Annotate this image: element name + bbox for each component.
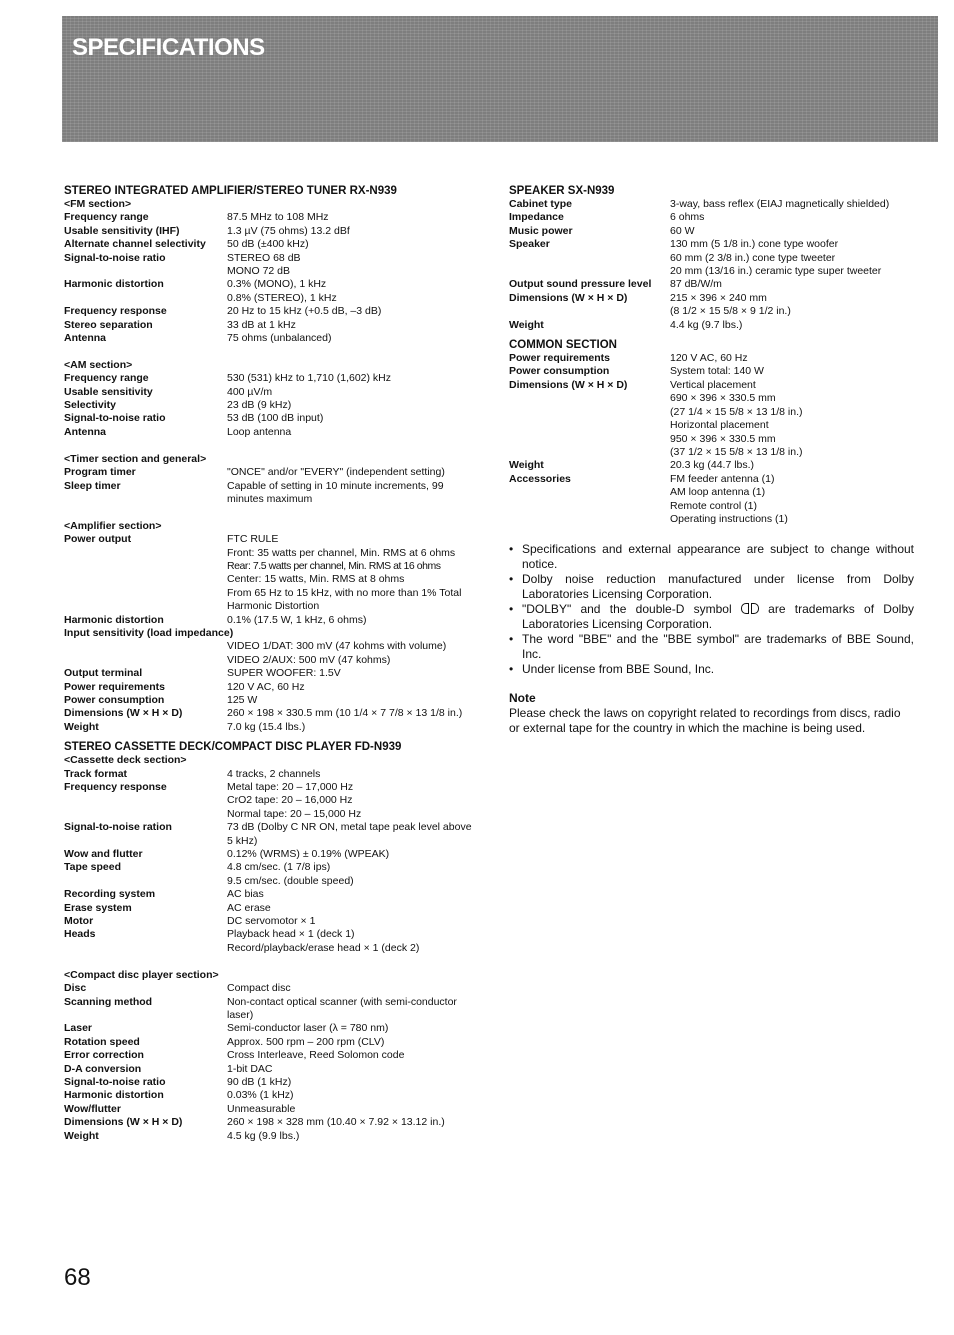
spec-row: [64, 1049, 474, 1062]
spec-values: [227, 1103, 474, 1116]
spec-label: Alternate channel selectivity: [64, 238, 206, 251]
common-spec-list: [509, 352, 914, 526]
spec-values: [670, 225, 914, 238]
speaker-section-title: SPEAKER SX-N939: [509, 185, 615, 197]
spec-values: [227, 332, 474, 345]
page-number: 68: [64, 1264, 91, 1291]
spec-values: [670, 473, 914, 527]
spec-value: AC erase: [227, 901, 271, 914]
spec-label: Disc: [64, 982, 87, 995]
spec-row: [64, 225, 474, 238]
spec-value: 87.5 MHz to 108 MHz: [227, 211, 329, 224]
spec-values: [227, 861, 474, 888]
spec-value: 6 ohms: [670, 211, 705, 224]
spec-label: Selectivity: [64, 399, 116, 412]
spec-values: [227, 694, 474, 707]
notice-item: • Under license from BBE Sound, Inc.: [509, 662, 715, 677]
spec-value: 1-bit DAC: [227, 1062, 273, 1075]
spec-values: [227, 996, 474, 1023]
spec-value: 0.3% (MONO), 1 kHz: [227, 278, 327, 291]
spec-values: [227, 848, 474, 861]
spec-label: Impedance: [509, 211, 564, 224]
spec-label: Weight: [509, 318, 544, 331]
spec-label: Recording system: [64, 888, 156, 901]
spec-value: 530 (531) kHz to 1,710 (1,602) kHz: [227, 372, 392, 385]
spec-values: [670, 292, 914, 319]
spec-row-harmonic-distortion: [64, 614, 474, 627]
spec-label: Power consumption: [64, 693, 165, 706]
spec-row: [509, 473, 914, 527]
spec-label: Speaker: [509, 238, 550, 251]
spec-values: [227, 1049, 474, 1062]
spec-label: Weight: [64, 1129, 99, 1142]
fm-heading: <FM section>: [64, 198, 132, 210]
spec-label: Wow and flutter: [64, 848, 143, 861]
spec-value: Rear: 7.5 watts per channel, Min. RMS at 16 ohms: [227, 559, 441, 572]
spec-label: Frequency range: [64, 372, 149, 385]
spec-label: Power requirements: [64, 680, 165, 693]
spec-row: [64, 1022, 474, 1035]
spec-values: [227, 721, 474, 734]
spec-values: [227, 768, 474, 781]
spec-row: [509, 225, 914, 238]
spec-label: Track format: [64, 767, 128, 780]
spec-label: Frequency range: [64, 211, 149, 224]
spec-value: 87 dB/W/m: [670, 278, 722, 291]
spec-label: Antenna: [64, 332, 106, 345]
spec-value: Approx. 500 rpm – 200 rpm (CLV): [227, 1035, 385, 1048]
spec-label: Antenna: [64, 425, 106, 438]
spec-value: VIDEO 1/DAT: 300 mV (47 kohms with volume): [227, 640, 447, 653]
general-spec-list: [64, 667, 474, 734]
spec-label: Error correction: [64, 1049, 144, 1062]
notice-list: [509, 542, 914, 677]
spec-label: Signal-to-noise ration: [64, 821, 172, 834]
spec-values: [227, 667, 474, 680]
spec-values: [227, 211, 474, 224]
spec-row: [64, 466, 474, 479]
spec-row: [64, 821, 474, 848]
spec-value: 260 × 198 × 330.5 mm (10 1/4 × 7 7/8 × 13 1/8 in.): [227, 707, 463, 720]
spec-row: [64, 902, 474, 915]
spec-value: 53 dB (100 dB input): [227, 412, 324, 425]
spec-value: Loop antenna: [227, 425, 292, 438]
spec-row: [64, 721, 474, 734]
spec-label: Weight: [509, 459, 544, 472]
spec-row: [64, 426, 474, 439]
spec-label: Cabinet type: [509, 198, 573, 210]
spec-row: [64, 480, 474, 507]
spec-label: Signal-to-noise ratio: [64, 1075, 166, 1088]
spec-values: [227, 252, 474, 279]
spec-values: [227, 902, 474, 915]
spec-row: [509, 352, 914, 365]
spec-row: [64, 1089, 474, 1102]
spec-row: [509, 292, 914, 319]
spec-label: Signal-to-noise ratio: [64, 412, 166, 425]
spec-value: Unmeasurable: [227, 1102, 296, 1115]
spec-values: [670, 379, 914, 459]
spec-values: [227, 533, 474, 613]
spec-values: [227, 412, 474, 425]
spec-label: Stereo separation: [64, 318, 153, 331]
spec-values: [670, 365, 914, 378]
spec-label: Harmonic distortion: [64, 613, 164, 626]
spec-value: 9.5 cm/sec. (double speed): [227, 874, 354, 887]
spec-label: Sleep timer: [64, 479, 121, 492]
spec-value: From 65 Hz to 15 kHz, with no more than 1% Total Harmonic Distortion: [227, 586, 462, 613]
spec-values: [670, 198, 914, 211]
spec-value: 0.03% (1 kHz): [227, 1089, 294, 1102]
spec-label: Dimensions (W × H × D): [509, 378, 628, 391]
spec-values: [227, 707, 474, 720]
spec-row: [64, 278, 474, 305]
spec-label: Output sound pressure level: [509, 278, 652, 291]
spec-row: [64, 399, 474, 412]
spec-value: FTC RULE: [227, 533, 279, 546]
spec-row: [64, 861, 474, 888]
spec-value: 23 dB (9 kHz): [227, 399, 292, 412]
spec-values: [227, 480, 474, 507]
notice-item: • The word "BBE" and the "BBE symbol" are trademarks of BBE Sound, Inc.: [509, 632, 914, 662]
spec-label: Wow/flutter: [64, 1102, 121, 1115]
spec-value: Vertical placement: [670, 378, 756, 391]
spec-row: [64, 1063, 474, 1076]
spec-values: [670, 459, 914, 472]
spec-label: Accessories: [509, 472, 571, 485]
spec-label: Scanning method: [64, 995, 153, 1008]
spec-value: 125 W: [227, 693, 258, 706]
spec-row: [509, 379, 914, 459]
spec-value: CrO2 tape: 20 – 16,000 Hz: [227, 794, 353, 807]
cd-heading: <Compact disc player section>: [64, 968, 219, 981]
deck-section-title: STEREO CASSETTE DECK/COMPACT DISC PLAYER FD-N939: [64, 741, 402, 754]
spec-label: Output terminal: [64, 667, 143, 680]
spec-row: [64, 915, 474, 928]
spec-label: Music power: [509, 224, 573, 237]
spec-row: [64, 888, 474, 901]
spec-label: Frequency response: [64, 781, 167, 794]
spec-value: Playback head × 1 (deck 1): [227, 928, 355, 941]
spec-label: Dimensions (W × H × D): [509, 291, 628, 304]
spec-value: AC bias: [227, 888, 264, 901]
spec-values: [227, 1022, 474, 1035]
spec-value: 400 µV/m: [227, 385, 273, 398]
spec-row: [64, 412, 474, 425]
spec-value: 20 Hz to 15 kHz (+0.5 dB, –3 dB): [227, 305, 382, 318]
spec-row: [64, 781, 474, 821]
spec-value: (37 1/2 × 15 5/8 × 13 1/8 in.): [670, 445, 803, 458]
spec-row: [64, 1130, 474, 1143]
spec-values: [670, 238, 914, 278]
spec-label: Usable sensitivity: [64, 385, 153, 398]
spec-values: [227, 466, 474, 479]
spec-value: AM loop antenna (1): [670, 486, 766, 499]
page-title: SPECIFICATIONS: [72, 34, 265, 61]
spec-label: Program timer: [64, 466, 136, 479]
spec-row: [509, 319, 914, 332]
fm-spec-list: [64, 211, 474, 345]
spec-value: Record/playback/erase head × 1 (deck 2): [227, 941, 420, 954]
spec-value: 0.1% (17.5 W, 1 kHz, 6 ohms): [227, 613, 367, 626]
note-title: Note: [509, 691, 536, 706]
spec-value: 60 mm (2 3/8 in.) cone type tweeter: [670, 251, 836, 264]
spec-row: [509, 459, 914, 472]
spec-value: Semi-conductor laser (λ = 780 nm): [227, 1022, 389, 1035]
common-section-title: COMMON SECTION: [509, 339, 617, 352]
spec-row: [64, 982, 474, 995]
spec-label: Heads: [64, 928, 96, 941]
note-text: Please check the laws on copyright related to recordings from discs, radio or external tape for the country in which the machine is being used.: [509, 706, 901, 736]
spec-row: [64, 928, 474, 955]
spec-value: 73 dB (Dolby C NR ON, metal tape peak level above 5 kHz): [227, 821, 472, 847]
spec-value: Remote control (1): [670, 499, 757, 512]
spec-value: FM feeder antenna (1): [670, 472, 775, 485]
spec-label: Power consumption: [509, 365, 610, 378]
spec-value: 120 V AC, 60 Hz: [227, 680, 305, 693]
speaker-spec-list: [509, 198, 914, 332]
spec-label: Usable sensitivity (IHF): [64, 224, 180, 237]
spec-values: [227, 238, 474, 251]
spec-row: [64, 848, 474, 861]
spec-value: DC servomotor × 1: [227, 915, 316, 928]
spec-value: Metal tape: 20 – 17,000 Hz: [227, 781, 354, 794]
notice-item: • Dolby noise reduction manufactured under license from Dolby Laboratories Licensing Corporation.: [509, 572, 914, 602]
spec-row: [64, 319, 474, 332]
timer-spec-list: [64, 466, 474, 506]
spec-value: Normal tape: 20 – 15,000 Hz: [227, 807, 362, 820]
spec-value: 20.3 kg (44.7 lbs.): [670, 459, 755, 472]
spec-label: Dimensions (W × H × D): [64, 707, 183, 720]
cassette-spec-list: [64, 768, 474, 956]
spec-values: [227, 372, 474, 385]
spec-values: [670, 278, 914, 291]
spec-value: 4.4 kg (9.7 lbs.): [670, 318, 743, 331]
spec-row: [64, 238, 474, 251]
spec-label: Erase system: [64, 901, 132, 914]
spec-value: (27 1/4 × 15 5/8 × 13 1/8 in.): [670, 405, 803, 418]
notice-item: • "DOLBY" and the double-D symbol are trademarks of Dolby Laboratories Licensing Corporation.: [509, 602, 914, 632]
spec-value: 60 W: [670, 224, 695, 237]
spec-row: [64, 386, 474, 399]
spec-value: 75 ohms (unbalanced): [227, 332, 332, 345]
spec-row-power-output: [64, 533, 474, 613]
spec-label: Signal-to-noise ratio: [64, 251, 166, 264]
spec-row: [509, 238, 914, 278]
spec-value: 0.8% (STEREO), 1 kHz: [227, 291, 337, 304]
spec-label: Power output: [64, 533, 132, 546]
spec-row: [509, 198, 914, 211]
spec-value: 120 V AC, 60 Hz: [670, 352, 748, 365]
spec-row: [64, 996, 474, 1023]
spec-values: [670, 211, 914, 224]
spec-value: MONO 72 dB: [227, 265, 291, 278]
spec-value: Front: 35 watts per channel, Min. RMS at 6 ohms: [227, 546, 456, 559]
spec-row: [64, 372, 474, 385]
spec-value: 7.0 kg (15.4 lbs.): [227, 720, 306, 733]
spec-row: [509, 211, 914, 224]
spec-value: 4.8 cm/sec. (1 7/8 ips): [227, 861, 331, 874]
spec-row: [64, 305, 474, 318]
right-column: [509, 184, 914, 736]
left-column: [64, 184, 474, 1143]
spec-row: [64, 694, 474, 707]
spec-row: [64, 768, 474, 781]
cd-spec-list: [64, 982, 474, 1143]
spec-value: 3-way, bass reflex (EIAJ magnetically shielded): [670, 198, 890, 210]
spec-values: [227, 915, 474, 928]
spec-values: [227, 386, 474, 399]
timer-heading: <Timer section and general>: [64, 452, 207, 465]
spec-value: Non-contact optical scanner (with semi-conductor laser): [227, 995, 457, 1021]
spec-value: Compact disc: [227, 982, 291, 995]
spec-value: Operating instructions (1): [670, 512, 788, 525]
spec-value: 690 × 396 × 330.5 mm: [670, 392, 776, 405]
spec-row: [509, 365, 914, 378]
spec-label: Frequency response: [64, 305, 167, 318]
spec-row: [64, 252, 474, 279]
spec-label: Tape speed: [64, 861, 121, 874]
spec-values: [227, 928, 474, 955]
spec-values: [227, 278, 474, 305]
cassette-heading: <Cassette deck section>: [64, 754, 187, 767]
spec-label: D-A conversion: [64, 1062, 142, 1075]
spec-values: [227, 888, 474, 901]
spec-value: SUPER WOOFER: 1.5V: [227, 667, 341, 680]
amp-section-title: STEREO INTEGRATED AMPLIFIER/STEREO TUNER RX-N939: [64, 185, 397, 197]
spec-label: Harmonic distortion: [64, 1089, 164, 1102]
spec-row: [64, 332, 474, 345]
spec-values: [227, 225, 474, 238]
spec-value: 130 mm (5 1/8 in.) cone type woofer: [670, 238, 839, 251]
spec-label: Rotation speed: [64, 1035, 140, 1048]
spec-value: 90 dB (1 kHz): [227, 1075, 292, 1088]
spec-value: (8 1/2 × 15 5/8 × 9 1/2 in.): [670, 305, 791, 318]
spec-value: System total: 140 W: [670, 365, 764, 378]
spec-value: 33 dB at 1 kHz: [227, 318, 296, 331]
spec-value: STEREO 68 dB: [227, 251, 301, 264]
amplifier-heading: <Amplifier section>: [64, 519, 162, 532]
spec-values: [227, 821, 474, 848]
header-banner: [62, 16, 938, 142]
notice-item: • Specifications and external appearance are subject to change without notice.: [509, 542, 914, 572]
spec-values: [227, 319, 474, 332]
spec-values: [227, 1116, 474, 1129]
spec-values: [227, 305, 474, 318]
spec-values: [670, 319, 914, 332]
spec-value: 260 × 198 × 328 mm (10.40 × 7.92 × 13.12 in.): [227, 1116, 445, 1129]
spec-values: [227, 1089, 474, 1102]
spec-row: [64, 1103, 474, 1116]
spec-label: Power requirements: [509, 352, 610, 365]
spec-values: [227, 982, 474, 995]
spec-value: VIDEO 2/AUX: 500 mV (47 kohms): [227, 653, 391, 666]
spec-value: 4.5 kg (9.9 lbs.): [227, 1129, 300, 1142]
spec-value: 950 × 396 × 330.5 mm: [670, 432, 776, 445]
spec-value: Center: 15 watts, Min. RMS at 8 ohms: [227, 573, 405, 586]
spec-row: [509, 278, 914, 291]
spec-values: [227, 426, 474, 439]
spec-value: Cross Interleave, Reed Solomon code: [227, 1049, 405, 1062]
spec-value: 0.12% (WRMS) ± 0.19% (WPEAK): [227, 848, 390, 861]
spec-values: [227, 681, 474, 694]
spec-row: [64, 1076, 474, 1089]
spec-label: Dimensions (W × H × D): [64, 1116, 183, 1129]
spec-values: [227, 1063, 474, 1076]
spec-label: Laser: [64, 1022, 93, 1035]
spec-row: [64, 211, 474, 224]
spec-values: [227, 1036, 474, 1049]
spec-value: "ONCE" and/or "EVERY" (independent setting): [227, 466, 445, 479]
spec-label: Motor: [64, 915, 94, 928]
spec-label: Weight: [64, 720, 99, 733]
spec-row: [64, 707, 474, 720]
am-spec-list: [64, 372, 474, 439]
spec-value: Horizontal placement: [670, 419, 769, 432]
spec-values: [670, 352, 914, 365]
spec-value: 215 × 396 × 240 mm: [670, 291, 767, 304]
spec-value: 4 tracks, 2 channels: [227, 767, 321, 780]
spec-values: [227, 399, 474, 412]
spec-value: Capable of setting in 10 minute increments, 99 minutes maximum: [227, 479, 444, 505]
spec-row: [64, 1036, 474, 1049]
spec-values: [227, 781, 474, 821]
dolby-double-d-icon: [741, 602, 759, 616]
spec-value: 50 dB (±400 kHz): [227, 238, 309, 251]
spec-values: [227, 1130, 474, 1143]
spec-values: [227, 1076, 474, 1089]
spec-value: 1.3 µV (75 ohms) 13.2 dBf: [227, 224, 350, 237]
am-heading: <AM section>: [64, 358, 133, 371]
input-sensitivity-values: [64, 640, 474, 667]
spec-row: [64, 667, 474, 680]
spec-row: [64, 681, 474, 694]
spec-value: 20 mm (13/16 in.) ceramic type super tweeter: [670, 265, 882, 278]
spec-label: Harmonic distortion: [64, 278, 164, 291]
spec-label-input-sensitivity: Input sensitivity (load impedance): [64, 626, 234, 639]
spec-row: [64, 1116, 474, 1129]
